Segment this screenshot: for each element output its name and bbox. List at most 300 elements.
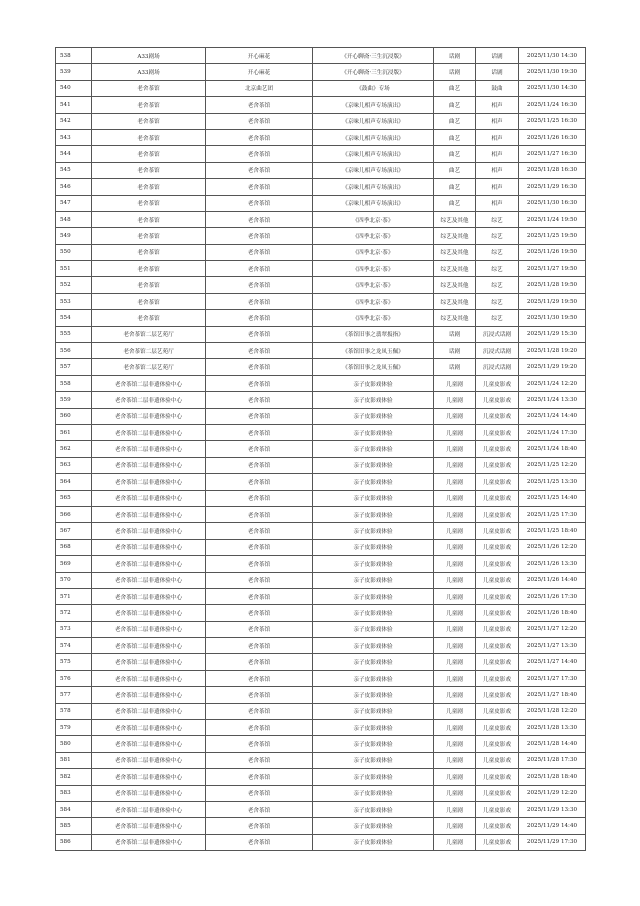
row-number-cell: 570 [56,572,92,588]
table-row [56,80,586,96]
organizer-cell: 老舍茶馆 [206,736,313,752]
datetime-cell: 2025/11/24 16:30 [519,97,586,113]
table-row [56,162,586,178]
venue-cell: 老舍茶馆二层非遗体验中心 [92,703,206,719]
venue-cell: 老舍茶馆二层非遗体验中心 [92,670,206,686]
show-title-cell: 亲子皮影戏体验 [313,818,434,834]
category-cell: 儿童剧 [434,392,476,408]
category-cell: 话剧 [434,359,476,375]
show-title-cell: 亲子皮影戏体验 [313,408,434,424]
row-number-cell: 552 [56,277,92,293]
category-cell: 综艺及其他 [434,310,476,326]
subcategory-cell: 儿童皮影戏 [476,834,519,850]
venue-cell: 老舍茶馆二层非遗体验中心 [92,588,206,604]
datetime-cell: 2025/11/29 19:20 [519,359,586,375]
show-title-cell: 亲子皮影戏体验 [313,375,434,391]
venue-cell: 老舍茶馆 [92,261,206,277]
organizer-cell: 老舍茶馆 [206,818,313,834]
show-title-cell: 亲子皮影戏体验 [313,654,434,670]
datetime-cell: 2025/11/27 13:30 [519,638,586,654]
subcategory-cell: 沉浸式话剧 [476,326,519,342]
show-title-cell: 《四季北京·茶》 [313,261,434,277]
organizer-cell: 老舍茶馆 [206,293,313,309]
venue-cell: 老舍茶馆二层非遗体验中心 [92,769,206,785]
organizer-cell: 老舍茶馆 [206,129,313,145]
datetime-cell: 2025/11/29 17:30 [519,834,586,850]
category-cell: 曲艺 [434,97,476,113]
datetime-cell: 2025/11/25 16:30 [519,113,586,129]
venue-cell: A33剧场 [92,64,206,80]
table-row [56,408,586,424]
table-row [56,736,586,752]
table-row [56,539,586,555]
venue-cell: 老舍茶馆二层非遗体验中心 [92,539,206,555]
table-row [56,129,586,145]
datetime-cell: 2025/11/28 14:40 [519,736,586,752]
subcategory-cell: 相声 [476,97,519,113]
venue-cell: 老舍茶馆二层艺苑厅 [92,343,206,359]
datetime-cell: 2025/11/26 19:50 [519,244,586,260]
venue-cell: 老舍茶馆 [92,80,206,96]
venue-cell: 老舍茶馆二层非遗体验中心 [92,474,206,490]
row-number-cell: 554 [56,310,92,326]
subcategory-cell: 儿童皮影戏 [476,506,519,522]
category-cell: 综艺及其他 [434,211,476,227]
subcategory-cell: 儿童皮影戏 [476,736,519,752]
datetime-cell: 2025/11/30 14:30 [519,80,586,96]
venue-cell: 老舍茶馆 [92,162,206,178]
row-number-cell: 574 [56,638,92,654]
row-number-cell: 566 [56,506,92,522]
row-number-cell: 546 [56,179,92,195]
category-cell: 儿童剧 [434,834,476,850]
subcategory-cell: 综艺 [476,244,519,260]
venue-cell: 老舍茶馆二层非遗体验中心 [92,834,206,850]
category-cell: 综艺及其他 [434,277,476,293]
row-number-cell: 541 [56,97,92,113]
table-row [56,818,586,834]
venue-cell: 老舍茶馆二层非遗体验中心 [92,785,206,801]
datetime-cell: 2025/11/29 16:30 [519,179,586,195]
category-cell: 儿童剧 [434,588,476,604]
venue-cell: 老舍茶馆二层非遗体验中心 [92,441,206,457]
category-cell: 儿童剧 [434,457,476,473]
venue-cell: 老舍茶馆二层非遗体验中心 [92,392,206,408]
show-title-cell: 《开心聊斋·三生沉浸版》 [313,48,434,64]
category-cell: 曲艺 [434,162,476,178]
table-row [56,457,586,473]
venue-cell: 老舍茶馆二层非遗体验中心 [92,621,206,637]
organizer-cell: 老舍茶馆 [206,195,313,211]
show-title-cell: 亲子皮影戏体验 [313,474,434,490]
subcategory-cell: 鼓曲 [476,80,519,96]
datetime-cell: 2025/11/26 12:20 [519,539,586,555]
show-title-cell: 《鼓曲》专场 [313,80,434,96]
show-title-cell: 亲子皮影戏体验 [313,670,434,686]
category-cell: 儿童剧 [434,818,476,834]
subcategory-cell: 儿童皮影戏 [476,785,519,801]
category-cell: 儿童剧 [434,621,476,637]
row-number-cell: 539 [56,64,92,80]
venue-cell: 老舍茶馆 [92,211,206,227]
venue-cell: 老舍茶馆 [92,310,206,326]
row-number-cell: 560 [56,408,92,424]
organizer-cell: 老舍茶馆 [206,556,313,572]
datetime-cell: 2025/11/28 19:20 [519,343,586,359]
datetime-cell: 2025/11/25 12:20 [519,457,586,473]
venue-cell: 老舍茶馆二层非遗体验中心 [92,408,206,424]
organizer-cell: 老舍茶馆 [206,703,313,719]
show-title-cell: 亲子皮影戏体验 [313,556,434,572]
datetime-cell: 2025/11/26 16:30 [519,129,586,145]
organizer-cell: 老舍茶馆 [206,785,313,801]
category-cell: 曲艺 [434,179,476,195]
venue-cell: 老舍茶馆 [92,277,206,293]
category-cell: 儿童剧 [434,441,476,457]
venue-cell: 老舍茶馆二层非遗体验中心 [92,523,206,539]
show-title-cell: 亲子皮影戏体验 [313,785,434,801]
category-cell: 儿童剧 [434,375,476,391]
row-number-cell: 558 [56,375,92,391]
subcategory-cell: 儿童皮影戏 [476,752,519,768]
show-title-cell: 亲子皮影戏体验 [313,572,434,588]
category-cell: 儿童剧 [434,670,476,686]
category-cell: 儿童剧 [434,801,476,817]
category-cell: 儿童剧 [434,572,476,588]
table-row [56,654,586,670]
venue-cell: 老舍茶馆二层非遗体验中心 [92,506,206,522]
organizer-cell: 老舍茶馆 [206,490,313,506]
row-number-cell: 575 [56,654,92,670]
table-row [56,343,586,359]
organizer-cell: 老舍茶馆 [206,359,313,375]
show-title-cell: 亲子皮影戏体验 [313,605,434,621]
row-number-cell: 540 [56,80,92,96]
row-number-cell: 571 [56,588,92,604]
datetime-cell: 2025/11/27 14:40 [519,654,586,670]
organizer-cell: 老舍茶馆 [206,179,313,195]
row-number-cell: 559 [56,392,92,408]
category-cell: 曲艺 [434,113,476,129]
show-title-cell: 亲子皮影戏体验 [313,769,434,785]
row-number-cell: 548 [56,211,92,227]
subcategory-cell: 儿童皮影戏 [476,638,519,654]
subcategory-cell: 儿童皮影戏 [476,572,519,588]
category-cell: 儿童剧 [434,539,476,555]
table-row [56,228,586,244]
venue-cell: A33剧场 [92,48,206,64]
venue-cell: 老舍茶馆 [92,129,206,145]
row-number-cell: 586 [56,834,92,850]
organizer-cell: 老舍茶馆 [206,572,313,588]
venue-cell: 老舍茶馆二层非遗体验中心 [92,605,206,621]
row-number-cell: 561 [56,424,92,440]
row-number-cell: 576 [56,670,92,686]
organizer-cell: 开心麻花 [206,48,313,64]
row-number-cell: 565 [56,490,92,506]
table-row [56,261,586,277]
venue-cell: 老舍茶馆二层艺苑厅 [92,326,206,342]
subcategory-cell: 相声 [476,179,519,195]
category-cell: 儿童剧 [434,474,476,490]
table-body [56,48,586,851]
datetime-cell: 2025/11/26 17:30 [519,588,586,604]
organizer-cell: 老舍茶馆 [206,654,313,670]
organizer-cell: 老舍茶馆 [206,261,313,277]
show-title-cell: 《京味儿相声专场演出》 [313,179,434,195]
datetime-cell: 2025/11/27 18:40 [519,687,586,703]
table-row [56,293,586,309]
venue-cell: 老舍茶馆二层非遗体验中心 [92,654,206,670]
venue-cell: 老舍茶馆二层艺苑厅 [92,359,206,375]
category-cell: 儿童剧 [434,408,476,424]
row-number-cell: 545 [56,162,92,178]
datetime-cell: 2025/11/27 19:50 [519,261,586,277]
show-title-cell: 亲子皮影戏体验 [313,801,434,817]
venue-cell: 老舍茶馆 [92,113,206,129]
organizer-cell: 老舍茶馆 [206,457,313,473]
subcategory-cell: 儿童皮影戏 [476,769,519,785]
organizer-cell: 老舍茶馆 [206,801,313,817]
table-row [56,752,586,768]
category-cell: 儿童剧 [434,752,476,768]
table-row [56,556,586,572]
table-row [56,392,586,408]
row-number-cell: 555 [56,326,92,342]
subcategory-cell: 儿童皮影戏 [476,523,519,539]
row-number-cell: 563 [56,457,92,473]
show-title-cell: 《茶馆旧事之龙凤玉佩》 [313,359,434,375]
venue-cell: 老舍茶馆二层非遗体验中心 [92,638,206,654]
subcategory-cell: 儿童皮影戏 [476,441,519,457]
table-row [56,375,586,391]
show-title-cell: 亲子皮影戏体验 [313,687,434,703]
table-row [56,769,586,785]
table-row [56,146,586,162]
row-number-cell: 567 [56,523,92,539]
table-row [56,64,586,80]
datetime-cell: 2025/11/26 18:40 [519,605,586,621]
category-cell: 儿童剧 [434,736,476,752]
table-row [56,834,586,850]
organizer-cell: 老舍茶馆 [206,474,313,490]
show-title-cell: 《京味儿相声专场演出》 [313,97,434,113]
show-title-cell: 亲子皮影戏体验 [313,441,434,457]
subcategory-cell: 相声 [476,129,519,145]
subcategory-cell: 儿童皮影戏 [476,670,519,686]
datetime-cell: 2025/11/29 12:20 [519,785,586,801]
show-title-cell: 亲子皮影戏体验 [313,424,434,440]
show-title-cell: 亲子皮影戏体验 [313,490,434,506]
organizer-cell: 老舍茶馆 [206,638,313,654]
subcategory-cell: 沉浸式话剧 [476,359,519,375]
organizer-cell: 老舍茶馆 [206,687,313,703]
organizer-cell: 老舍茶馆 [206,605,313,621]
datetime-cell: 2025/11/29 19:50 [519,293,586,309]
organizer-cell: 老舍茶馆 [206,343,313,359]
row-number-cell: 573 [56,621,92,637]
show-title-cell: 亲子皮影戏体验 [313,457,434,473]
venue-cell: 老舍茶馆二层非遗体验中心 [92,490,206,506]
organizer-cell: 老舍茶馆 [206,244,313,260]
venue-cell: 老舍茶馆 [92,146,206,162]
datetime-cell: 2025/11/30 14:30 [519,48,586,64]
organizer-cell: 老舍茶馆 [206,670,313,686]
datetime-cell: 2025/11/24 13:30 [519,392,586,408]
subcategory-cell: 儿童皮影戏 [476,588,519,604]
table-row [56,687,586,703]
category-cell: 儿童剧 [434,605,476,621]
venue-cell: 老舍茶馆二层非遗体验中心 [92,687,206,703]
row-number-cell: 538 [56,48,92,64]
category-cell: 曲艺 [434,146,476,162]
subcategory-cell: 儿童皮影戏 [476,605,519,621]
datetime-cell: 2025/11/29 13:30 [519,801,586,817]
organizer-cell: 老舍茶馆 [206,162,313,178]
table-row [56,605,586,621]
organizer-cell: 老舍茶馆 [206,228,313,244]
category-cell: 儿童剧 [434,506,476,522]
datetime-cell: 2025/11/25 14:40 [519,490,586,506]
show-title-cell: 《茶馆旧事之翡翠扳指》 [313,326,434,342]
datetime-cell: 2025/11/29 14:40 [519,818,586,834]
venue-cell: 老舍茶馆二层非遗体验中心 [92,572,206,588]
datetime-cell: 2025/11/26 13:30 [519,556,586,572]
row-number-cell: 579 [56,720,92,736]
datetime-cell: 2025/11/24 18:40 [519,441,586,457]
subcategory-cell: 儿童皮影戏 [476,703,519,719]
datetime-cell: 2025/11/25 13:30 [519,474,586,490]
subcategory-cell: 儿童皮影戏 [476,490,519,506]
organizer-cell: 老舍茶馆 [206,310,313,326]
organizer-cell: 老舍茶馆 [206,326,313,342]
subcategory-cell: 儿童皮影戏 [476,556,519,572]
category-cell: 儿童剧 [434,424,476,440]
category-cell: 综艺及其他 [434,261,476,277]
subcategory-cell: 综艺 [476,277,519,293]
table-row [56,474,586,490]
row-number-cell: 547 [56,195,92,211]
subcategory-cell: 儿童皮影戏 [476,474,519,490]
row-number-cell: 557 [56,359,92,375]
show-title-cell: 《四季北京·茶》 [313,293,434,309]
table-row [56,326,586,342]
subcategory-cell: 相声 [476,195,519,211]
organizer-cell: 老舍茶馆 [206,720,313,736]
table-row [56,277,586,293]
category-cell: 话剧 [434,326,476,342]
show-title-cell: 亲子皮影戏体验 [313,506,434,522]
subcategory-cell: 综艺 [476,211,519,227]
category-cell: 儿童剧 [434,785,476,801]
table-row [56,310,586,326]
show-title-cell: 亲子皮影戏体验 [313,638,434,654]
subcategory-cell: 儿童皮影戏 [476,621,519,637]
venue-cell: 老舍茶馆 [92,228,206,244]
table-row [56,424,586,440]
show-title-cell: 亲子皮影戏体验 [313,523,434,539]
category-cell: 话剧 [434,48,476,64]
category-cell: 儿童剧 [434,638,476,654]
organizer-cell: 老舍茶馆 [206,392,313,408]
venue-cell: 老舍茶馆 [92,244,206,260]
row-number-cell: 562 [56,441,92,457]
organizer-cell: 老舍茶馆 [206,113,313,129]
row-number-cell: 556 [56,343,92,359]
venue-cell: 老舍茶馆二层非遗体验中心 [92,736,206,752]
table-row [56,638,586,654]
table-row [56,588,586,604]
subcategory-cell: 相声 [476,162,519,178]
venue-cell: 老舍茶馆二层非遗体验中心 [92,752,206,768]
show-title-cell: 《茶馆旧事之龙凤玉佩》 [313,343,434,359]
category-cell: 曲艺 [434,195,476,211]
venue-cell: 老舍茶馆 [92,97,206,113]
organizer-cell: 老舍茶馆 [206,408,313,424]
show-title-cell: 《四季北京·茶》 [313,277,434,293]
show-title-cell: 《四季北京·茶》 [313,244,434,260]
row-number-cell: 585 [56,818,92,834]
table-row [56,113,586,129]
category-cell: 儿童剧 [434,490,476,506]
row-number-cell: 582 [56,769,92,785]
category-cell: 儿童剧 [434,523,476,539]
table-row [56,441,586,457]
venue-cell: 老舍茶馆二层非遗体验中心 [92,424,206,440]
category-cell: 儿童剧 [434,720,476,736]
show-title-cell: 《京味儿相声专场演出》 [313,195,434,211]
organizer-cell: 老舍茶馆 [206,588,313,604]
organizer-cell: 老舍茶馆 [206,539,313,555]
subcategory-cell: 综艺 [476,228,519,244]
row-number-cell: 544 [56,146,92,162]
table-row [56,195,586,211]
subcategory-cell: 综艺 [476,261,519,277]
datetime-cell: 2025/11/25 17:30 [519,506,586,522]
performance-schedule-table [55,47,586,851]
table-row [56,244,586,260]
datetime-cell: 2025/11/24 19:50 [519,211,586,227]
show-title-cell: 《四季北京·茶》 [313,211,434,227]
table-row [56,48,586,64]
table-row [56,621,586,637]
show-title-cell: 《京味儿相声专场演出》 [313,162,434,178]
row-number-cell: 572 [56,605,92,621]
show-title-cell: 《京味儿相声专场演出》 [313,113,434,129]
show-title-cell: 亲子皮影戏体验 [313,621,434,637]
category-cell: 儿童剧 [434,556,476,572]
organizer-cell: 老舍茶馆 [206,375,313,391]
organizer-cell: 北京曲艺团 [206,80,313,96]
row-number-cell: 550 [56,244,92,260]
subcategory-cell: 儿童皮影戏 [476,424,519,440]
organizer-cell: 老舍茶馆 [206,752,313,768]
table-row [56,720,586,736]
subcategory-cell: 综艺 [476,310,519,326]
show-title-cell: 《京味儿相声专场演出》 [313,129,434,145]
show-title-cell: 《开心聊斋·三生沉浸版》 [313,64,434,80]
datetime-cell: 2025/11/30 16:30 [519,195,586,211]
subcategory-cell: 儿童皮影戏 [476,720,519,736]
category-cell: 儿童剧 [434,654,476,670]
datetime-cell: 2025/11/24 14:40 [519,408,586,424]
datetime-cell: 2025/11/28 17:30 [519,752,586,768]
datetime-cell: 2025/11/24 12:20 [519,375,586,391]
row-number-cell: 543 [56,129,92,145]
organizer-cell: 开心麻花 [206,64,313,80]
row-number-cell: 581 [56,752,92,768]
category-cell: 综艺及其他 [434,228,476,244]
